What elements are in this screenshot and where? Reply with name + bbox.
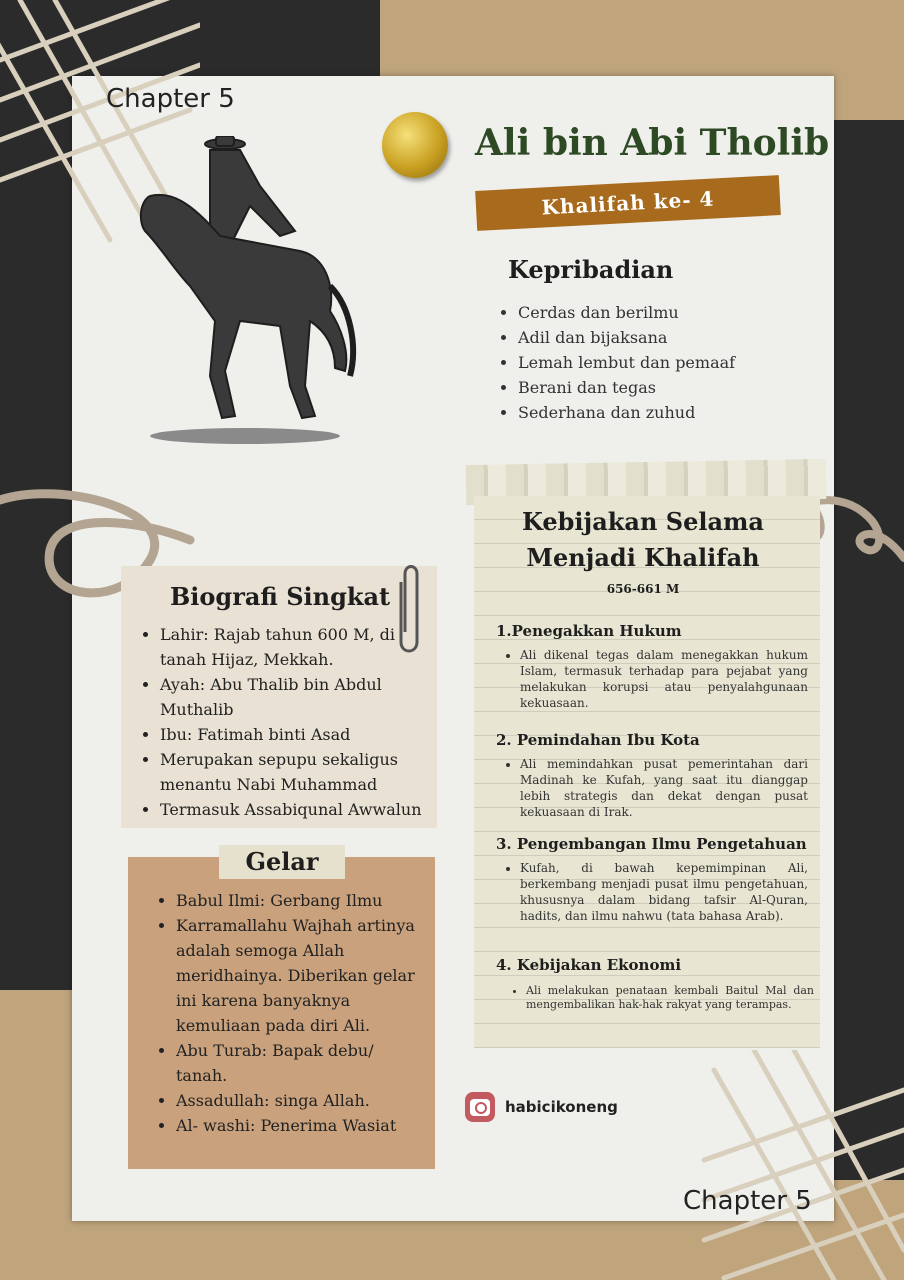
gold-pin [382, 112, 448, 178]
list-item: • Abu Turab: Bapak debu/ tanah. [176, 1038, 424, 1088]
kebijakan-section-heading: 2. Pemindahan Ibu Kota [496, 731, 700, 749]
kepribadian-list [496, 300, 735, 425]
biografi-list [138, 622, 428, 822]
list-item: • Ali melakukan penataan kembali Baitul Mal dan mengembalikan hak-hak rakyat yang terampas. [526, 984, 814, 1012]
kebijakan-section-text [502, 647, 808, 711]
list-item: • Lahir: Rajab tahun 600 M, di tanah Hijaz, Mekkah. [160, 622, 428, 672]
kebijakan-section-heading: 1.Penegakkan Hukum [496, 622, 682, 640]
list-item: • Ali dikenal tegas dalam menegakkan hukum Islam, termasuk terhadap para pejabat yang melakukan korupsi atau penyalahgunaan kekuasaan. [520, 647, 808, 711]
list-item: • Merupakan sepupu sekaligus menantu Nabi Muhammad [160, 747, 428, 797]
gelar-list [154, 888, 424, 1138]
kebijakan-section-heading: 3. Pengembangan Ilmu Pengetahuan [496, 835, 807, 853]
list-item: • Karramallahu Wajhah artinya adalah semoga Allah meridhainya. Diberikan gelar ini karena banyaknya kemuliaan pada diri Ali. [176, 913, 424, 1038]
horseman-illustration [130, 136, 360, 446]
list-item: • Ayah: Abu Thalib bin Abdul Muthalib [160, 672, 428, 722]
chapter-label-bottom: Chapter 5 [683, 1186, 812, 1216]
kebijakan-section-text [502, 756, 808, 820]
list-item: • Cerdas dan berilmu [518, 300, 735, 325]
list-item: • Sederhana dan zuhud [518, 400, 735, 425]
list-item: • Assadullah: singa Allah. [176, 1088, 424, 1113]
list-item: • Ali memindahkan pusat pemerintahan dari Madinah ke Kufah, yang saat itu dianggap lebih strategis dan dekat dengan pusat kekuasaan di Irak. [520, 756, 808, 820]
kebijakan-years: 656-661 M [606, 582, 680, 596]
gelar-heading: Gelar [219, 845, 345, 879]
chapter-label-top: Chapter 5 [106, 84, 235, 114]
kebijakan-section-text [502, 860, 808, 924]
list-item: • Babul Ilmi: Gerbang Ilmu [176, 888, 424, 913]
instagram-icon[interactable] [465, 1092, 495, 1122]
list-item: • Kufah, di bawah kepemimpinan Ali, berkembang menjadi pusat ilmu pengetahuan, khususnya dalam bidang tafsir Al-Quran, hadits, dan ilmu nahwu (tata bahasa Arab). [520, 860, 808, 924]
instagram-handle[interactable]: habicikoneng [505, 1098, 618, 1116]
kebijakan-title-line2: Menjadi Khalifah [526, 543, 760, 572]
list-item: • Adil dan bijaksana [518, 325, 735, 350]
kepribadian-heading: Kepribadian [508, 255, 674, 284]
list-item: • Termasuk Assabiqunal Awwalun [160, 797, 428, 822]
subtitle-banner: Khalifah ke- 4 [475, 175, 781, 231]
kebijakan-title [486, 504, 800, 576]
kebijakan-section-text [508, 984, 814, 1012]
list-item: • Ibu: Fatimah binti Asad [160, 722, 428, 747]
kebijakan-title-line1: Kebijakan Selama [522, 507, 764, 536]
list-item: • Berani dan tegas [518, 375, 735, 400]
grid-decoration-bottom-right [694, 1050, 904, 1280]
kebijakan-section-heading: 4. Kebijakan Ekonomi [496, 956, 682, 974]
page-title: Ali bin Abi Tholib [475, 122, 830, 164]
list-item: • Lemah lembut dan pemaaf [518, 350, 735, 375]
list-item: • Al- washi: Penerima Wasiat [176, 1113, 424, 1138]
biografi-heading: Biografi Singkat [170, 582, 391, 611]
